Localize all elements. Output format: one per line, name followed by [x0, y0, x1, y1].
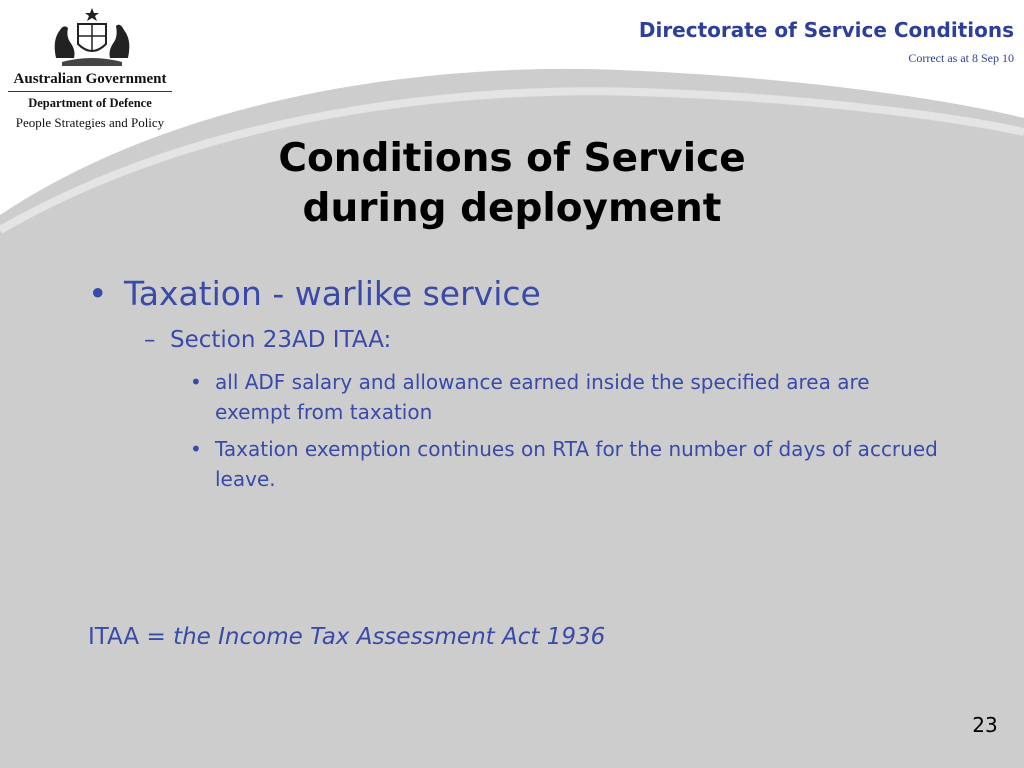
slide-title-line-2: during deployment: [302, 186, 722, 231]
footnote-act-name: the Income Tax Assessment Act 1936: [173, 624, 606, 650]
sub-sub-bullet-text: Taxation exemption continues on RTA for the number of days of accrued leave.: [215, 437, 938, 491]
directorate-title: Directorate of Service Conditions: [638, 18, 1014, 42]
slide-title: [0, 134, 1024, 234]
bullet-level-3: [190, 434, 950, 494]
sub-bullet-text: Section 23AD ITAA:: [170, 327, 392, 353]
bullet-level-3: [190, 367, 950, 427]
bullet-level-2: [144, 327, 391, 353]
footnote-prefix: ITAA =: [88, 624, 174, 650]
slide-title-line-1: Conditions of Service: [278, 136, 746, 181]
logo-divider: [8, 91, 172, 92]
bullet-text: Taxation - warlike service: [124, 274, 541, 313]
footnote: [88, 624, 605, 650]
bullet-marker: •: [88, 274, 108, 313]
department-name: Department of Defence: [28, 96, 152, 110]
dash-marker: –: [144, 327, 156, 353]
bullet-level-1: [88, 274, 541, 313]
bullet-marker: •: [190, 370, 202, 394]
unit-name: People Strategies and Policy: [15, 115, 165, 130]
bullet-marker: •: [190, 437, 202, 461]
page-number: 23: [972, 713, 998, 737]
sub-sub-bullet-text: all ADF salary and allowance earned inside the specified area are exempt from taxation: [215, 370, 870, 424]
currency-note: Correct as at 8 Sep 10: [908, 51, 1014, 65]
australian-government-logo: [0, 0, 180, 140]
government-name: Australian Government: [13, 71, 167, 87]
coat-of-arms-icon: [44, 6, 140, 68]
